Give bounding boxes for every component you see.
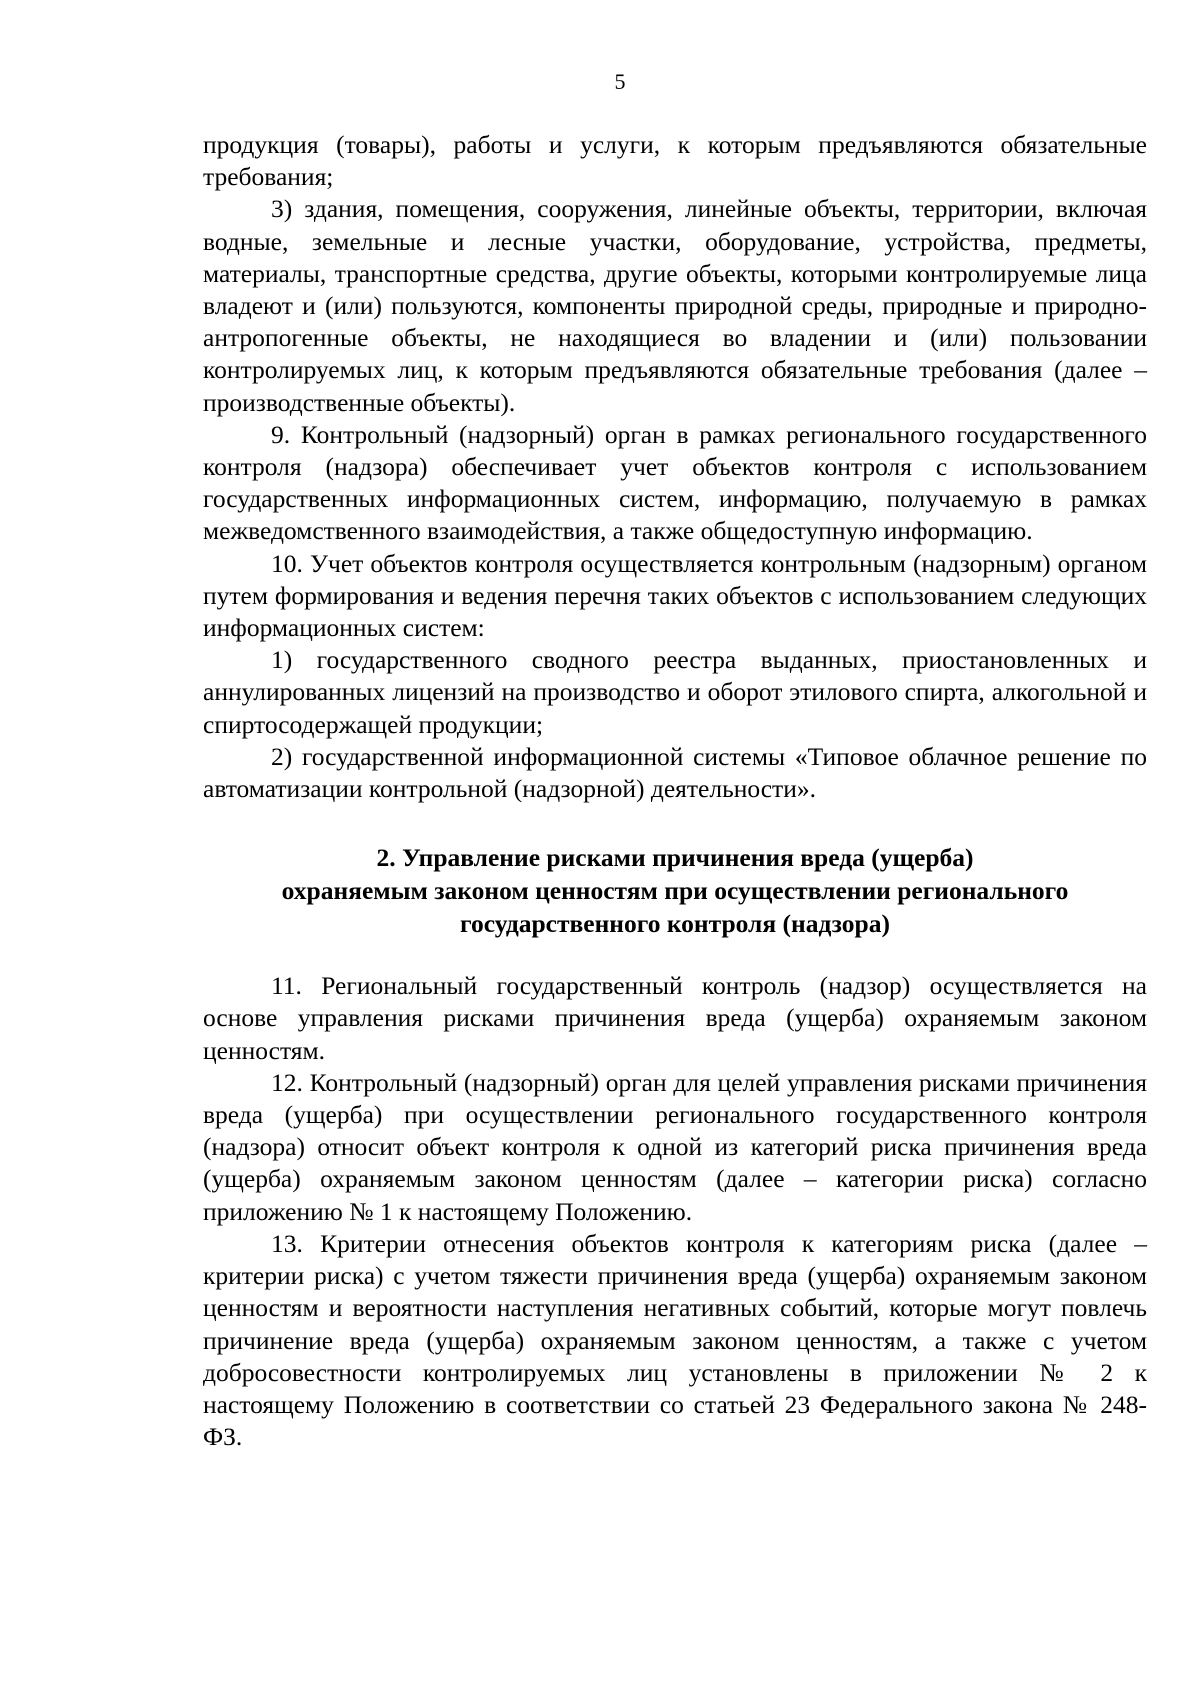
section-heading-line-1: 2. Управление рисками причинения вреда (ущерба) <box>376 843 974 873</box>
paragraph-subitem-1: 1) государственного сводного реестра выданных, приостановленных и аннулированных лицензий на производство и оборот этилового спирта, алкогольной и спиртосодержащей продукции; <box>203 645 1147 739</box>
paragraph-clause-12: 12. Контрольный (надзорный) орган для целей управления рисками причинения вреда (ущерба) при осуществлении регионального государственного контроля (надзора) относит объект контроля к одной из категорий риска причинения вреда (ущерба) охраняемым законом ценностям (далее – категории риска) согласно приложению № 1 к настоящему Положению. <box>203 1067 1147 1226</box>
paragraph-item-3: 3) здания, помещения, сооружения, линейные объекты, территории, включая водные, земельные и лесные участки, оборудование, устройства, предметы, материалы, транспортные средства, другие объекты, которыми контролируемые лица владеют и (или) пользуются, компоненты природной среды, природные и природно-антропогенные объекты, не находящиеся во владении и (или) пользовании контролируемых лиц, к которым предъявляются обязательные требования (далее – производственные объекты). <box>203 194 1147 417</box>
section-heading-line-2: охраняемым законом ценностям при осуществлении регионального <box>281 876 1069 906</box>
paragraph-subitem-2: 2) государственной информационной системы «Типовое облачное решение по автоматизации контрольной (надзорной) деятельности». <box>203 741 1147 804</box>
page-number: 5 <box>614 69 626 94</box>
paragraph-clause-13: 13. Критерии отнесения объектов контроля к категориям риска (далее – критерии риска) с учетом тяжести причинения вреда (ущерба) охраняемым законом ценностям и вероятности наступления негативных событий, которые могут повлечь причинение вреда (ущерба) охраняемым законом ценностям, а также с учетом добросовестности контролируемых лиц установлены в приложении № 2 к настоящему Положению в соответствии со статьей 23 Федерального закона № 248-ФЗ. <box>203 1228 1147 1452</box>
paragraph-clause-10: 10. Учет объектов контроля осуществляется контрольным (надзорным) органом путем формирования и ведения перечня таких объектов с использованием следующих информационных систем: <box>203 548 1147 643</box>
paragraph-continuation: продукция (товары), работы и услуги, к которым предъявляются обязательные требования; <box>203 130 1147 192</box>
document-body <box>203 129 1147 1453</box>
paragraph-clause-9: 9. Контрольный (надзорный) орган в рамках регионального государственного контроля (надзора) обеспечивает учет объектов контроля с использованием государственных информационных систем, информацию, получаемую в рамках межведомственного взаимодействия, а также общедоступную информацию. <box>203 419 1147 546</box>
section-heading-line-3: государственного контроля (надзора) <box>460 909 890 939</box>
paragraph-clause-11: 11. Региональный государственный контроль (надзор) осуществляется на основе управления рисками причинения вреда (ущерба) охраняемым законом ценностям. <box>203 971 1147 1065</box>
section-heading <box>203 841 1147 940</box>
